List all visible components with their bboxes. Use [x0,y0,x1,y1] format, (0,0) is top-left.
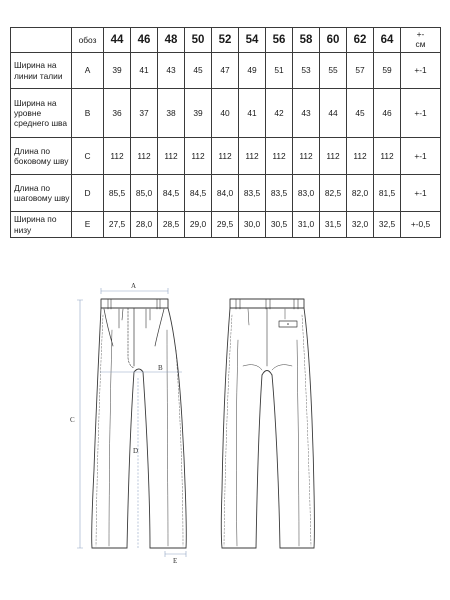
value-cell: 82,5 [320,175,347,212]
value-cell: 42 [266,89,293,138]
value-cell: 29,5 [212,212,239,238]
value-cell: 27,5 [104,212,131,238]
dimension-label-c: C [70,416,75,424]
tolerance-cell: +-1 [401,175,441,212]
header-param-name [11,28,72,53]
value-cell: 83,0 [293,175,320,212]
value-cell: 81,5 [374,175,401,212]
header-size: 48 [158,28,185,53]
size-table-row [11,212,441,238]
size-table-header-row [11,28,441,53]
value-cell: 45 [185,53,212,89]
size-table-body [11,28,441,238]
value-cell: 112 [266,138,293,175]
header-tolerance [401,28,441,53]
value-cell: 85,0 [131,175,158,212]
param-name-cell: Ширина по низу [11,212,72,238]
value-cell: 30,5 [266,212,293,238]
value-cell: 49 [239,53,266,89]
dimension-label-b: B [158,364,163,372]
size-table [10,27,441,238]
value-cell: 46 [374,89,401,138]
param-name-cell: Длина по боковому шву [11,138,72,175]
value-cell: 112 [185,138,212,175]
tolerance-cell: +-1 [401,138,441,175]
value-cell: 84,5 [185,175,212,212]
value-cell: 112 [293,138,320,175]
param-code-cell: A [72,53,104,89]
header-size: 64 [374,28,401,53]
size-table-row [11,138,441,175]
value-cell: 31,0 [293,212,320,238]
param-name-cell: Длина по шаговому шву [11,175,72,212]
value-cell: 41 [239,89,266,138]
header-size: 58 [293,28,320,53]
value-cell: 37 [131,89,158,138]
tolerance-cell: +-1 [401,89,441,138]
value-cell: 53 [293,53,320,89]
value-cell: 112 [347,138,374,175]
value-cell: 83,5 [266,175,293,212]
value-cell: 41 [131,53,158,89]
value-cell: 57 [347,53,374,89]
size-table-row [11,53,441,89]
dimension-label-a: A [131,282,137,290]
value-cell: 59 [374,53,401,89]
tolerance-cell: +-0,5 [401,212,441,238]
value-cell: 85,5 [104,175,131,212]
value-cell: 32,5 [374,212,401,238]
dimension-label-d: D [133,447,139,455]
value-cell: 29,0 [185,212,212,238]
value-cell: 32,0 [347,212,374,238]
value-cell: 36 [104,89,131,138]
value-cell: 43 [293,89,320,138]
value-cell: 112 [320,138,347,175]
header-size: 60 [320,28,347,53]
trousers-back-view [221,299,314,548]
value-cell: 82,0 [347,175,374,212]
value-cell: 84,5 [158,175,185,212]
header-size: 56 [266,28,293,53]
size-table-row [11,89,441,138]
tolerance-cell: +-1 [401,53,441,89]
value-cell: 112 [104,138,131,175]
param-code-cell: E [72,212,104,238]
header-designation: обоз [72,28,104,53]
param-code-cell: C [72,138,104,175]
value-cell: 39 [185,89,212,138]
value-cell: 83,5 [239,175,266,212]
trousers-diagram [0,270,450,600]
value-cell: 112 [158,138,185,175]
header-size: 46 [131,28,158,53]
header-size: 52 [212,28,239,53]
dimension-labels [70,282,177,565]
header-tolerance-text: +- см [415,29,426,49]
header-size: 50 [185,28,212,53]
param-name-cell: Ширина на уровне среднего шва [11,89,72,138]
size-table-row [11,175,441,212]
value-cell: 30,0 [239,212,266,238]
dimension-label-e: E [173,557,178,565]
value-cell: 39 [104,53,131,89]
value-cell: 112 [131,138,158,175]
value-cell: 51 [266,53,293,89]
value-cell: 47 [212,53,239,89]
value-cell: 112 [212,138,239,175]
value-cell: 84,0 [212,175,239,212]
header-size: 62 [347,28,374,53]
value-cell: 28,0 [131,212,158,238]
value-cell: 112 [374,138,401,175]
param-code-cell: B [72,89,104,138]
value-cell: 45 [347,89,374,138]
value-cell: 44 [320,89,347,138]
param-code-cell: D [72,175,104,212]
value-cell: 31,5 [320,212,347,238]
value-cell: 112 [239,138,266,175]
value-cell: 55 [320,53,347,89]
value-cell: 43 [158,53,185,89]
header-size: 54 [239,28,266,53]
param-name-cell: Ширина на линии талии [11,53,72,89]
value-cell: 28,5 [158,212,185,238]
value-cell: 38 [158,89,185,138]
header-size: 44 [104,28,131,53]
trousers-front-view [92,299,187,548]
value-cell: 40 [212,89,239,138]
